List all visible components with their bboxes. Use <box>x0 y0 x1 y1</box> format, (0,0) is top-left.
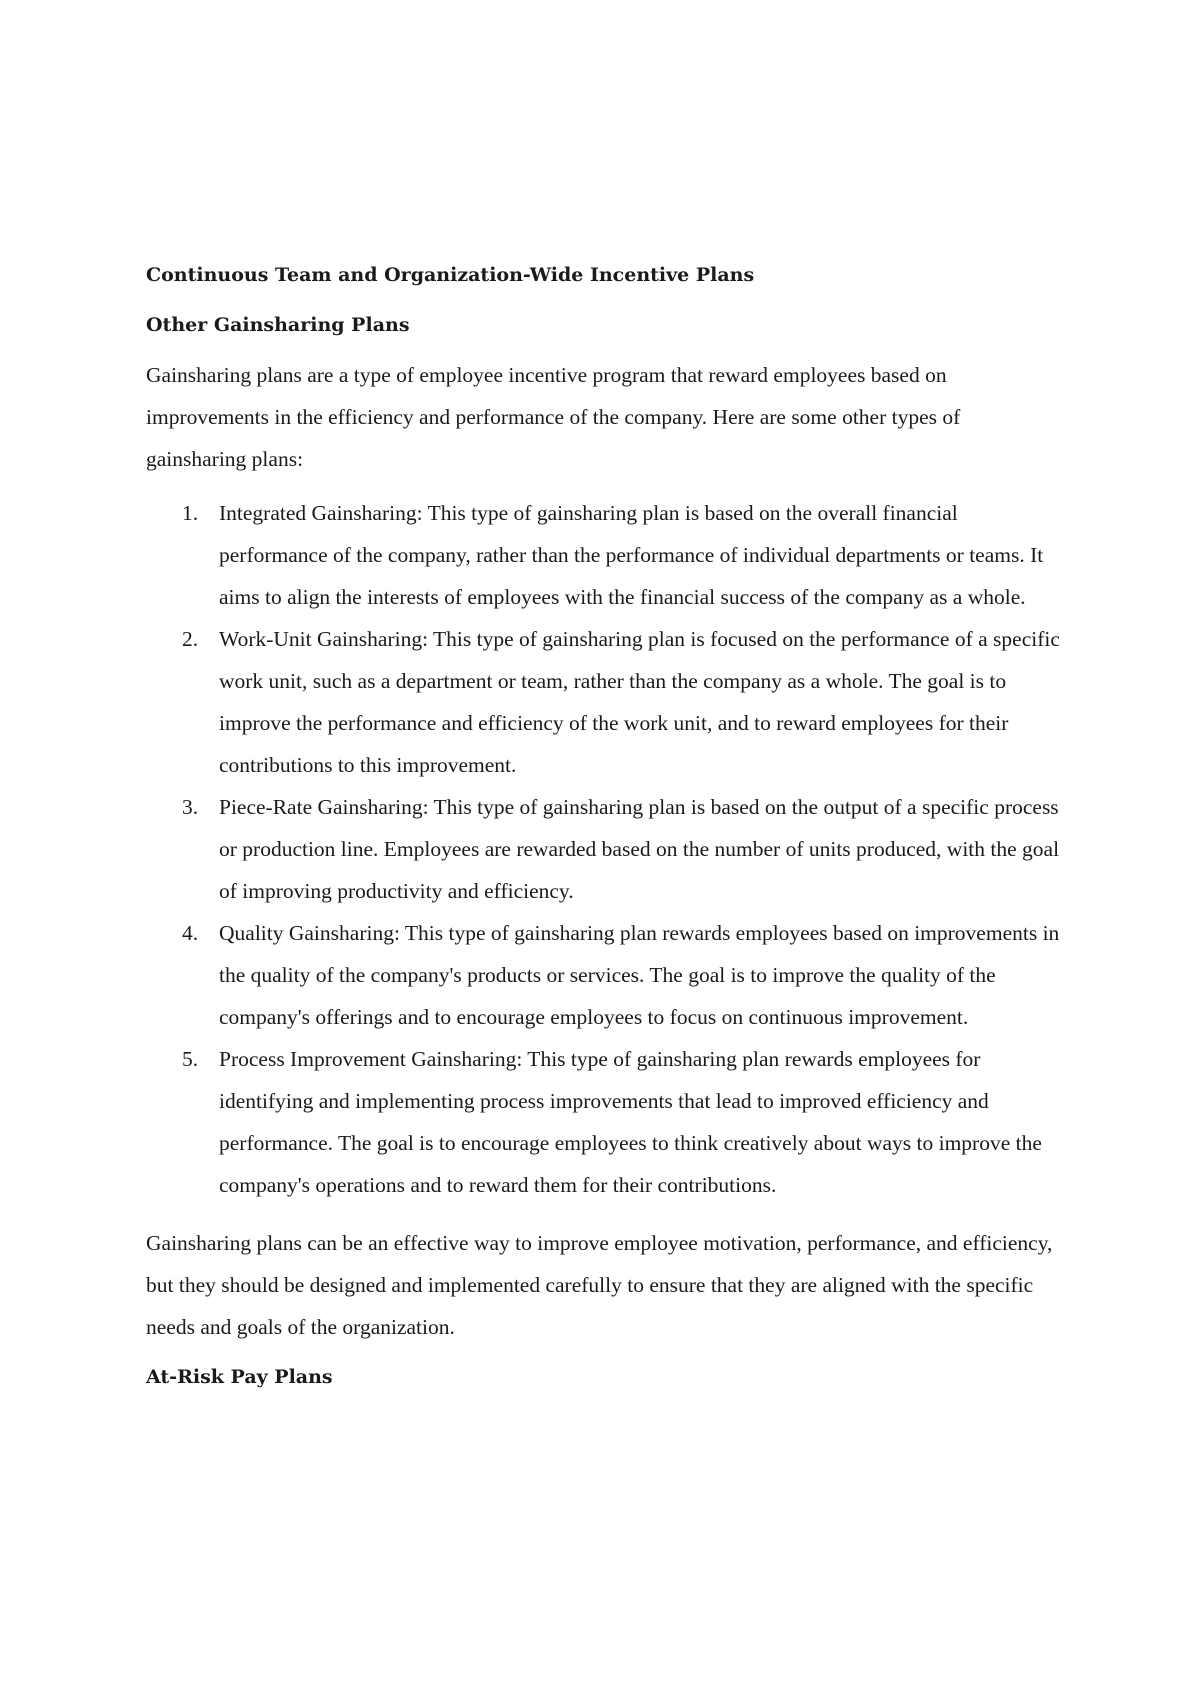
list-item-text: Work-Unit Gainsharing: This type of gainsharing plan is focused on the performance of a specific work unit, such as a department or team, rather than the company as a whole. The goal is to improve the performance and efficiency of the work unit, and to reward employees for their contributions to this improvement. <box>219 627 1060 777</box>
list-item-number: 5. <box>182 1047 199 1071</box>
document-body <box>146 262 1062 1390</box>
list-item-number: 3. <box>182 795 199 819</box>
list-item-number: 2. <box>182 627 199 651</box>
list-item-text: Process Improvement Gainsharing: This type of gainsharing plan rewards employees for identifying and implementing process improvements that lead to improved efficiency and performance. The goal is to encourage employees to think creatively about ways to improve the company's operations and to reward them for their contributions. <box>219 1047 1042 1197</box>
closing-paragraph: Gainsharing plans can be an effective way to improve employee motivation, performance, and efficiency, but they should be designed and implemented carefully to ensure that they are aligned with the specific needs and goals of the organization. <box>146 1231 1053 1339</box>
list-item <box>146 618 1062 786</box>
document-title: Continuous Team and Organization-Wide Incentive Plans <box>146 264 755 286</box>
list-item <box>146 492 1062 618</box>
list-item-number: 4. <box>182 921 199 945</box>
list-item-text: Piece-Rate Gainsharing: This type of gainsharing plan is based on the output of a specific process or production line. Employees are rewarded based on the number of units produced, with the goal of improving productivity and efficiency. <box>219 795 1060 903</box>
gainsharing-plan-list <box>146 492 1062 1206</box>
list-item-text: Quality Gainsharing: This type of gainsharing plan rewards employees based on improvements in the quality of the company's products or services. The goal is to improve the quality of the company's offerings and to encourage employees to focus on continuous improvement. <box>219 921 1060 1029</box>
intro-paragraph: Gainsharing plans are a type of employee incentive program that reward employees based on improvements in the efficiency and performance of the company. Here are some other types of gainsharing plans: <box>146 363 961 471</box>
list-item-number: 1. <box>182 501 199 525</box>
section-heading: Other Gainsharing Plans <box>146 314 410 336</box>
list-item <box>146 912 1062 1038</box>
list-item <box>146 1038 1062 1206</box>
next-section-heading: At-Risk Pay Plans <box>146 1366 333 1388</box>
list-item-text: Integrated Gainsharing: This type of gainsharing plan is based on the overall financial performance of the company, rather than the performance of individual departments or teams. It aims to align the interests of employees with the financial success of the company as a whole. <box>219 501 1044 609</box>
list-item <box>146 786 1062 912</box>
